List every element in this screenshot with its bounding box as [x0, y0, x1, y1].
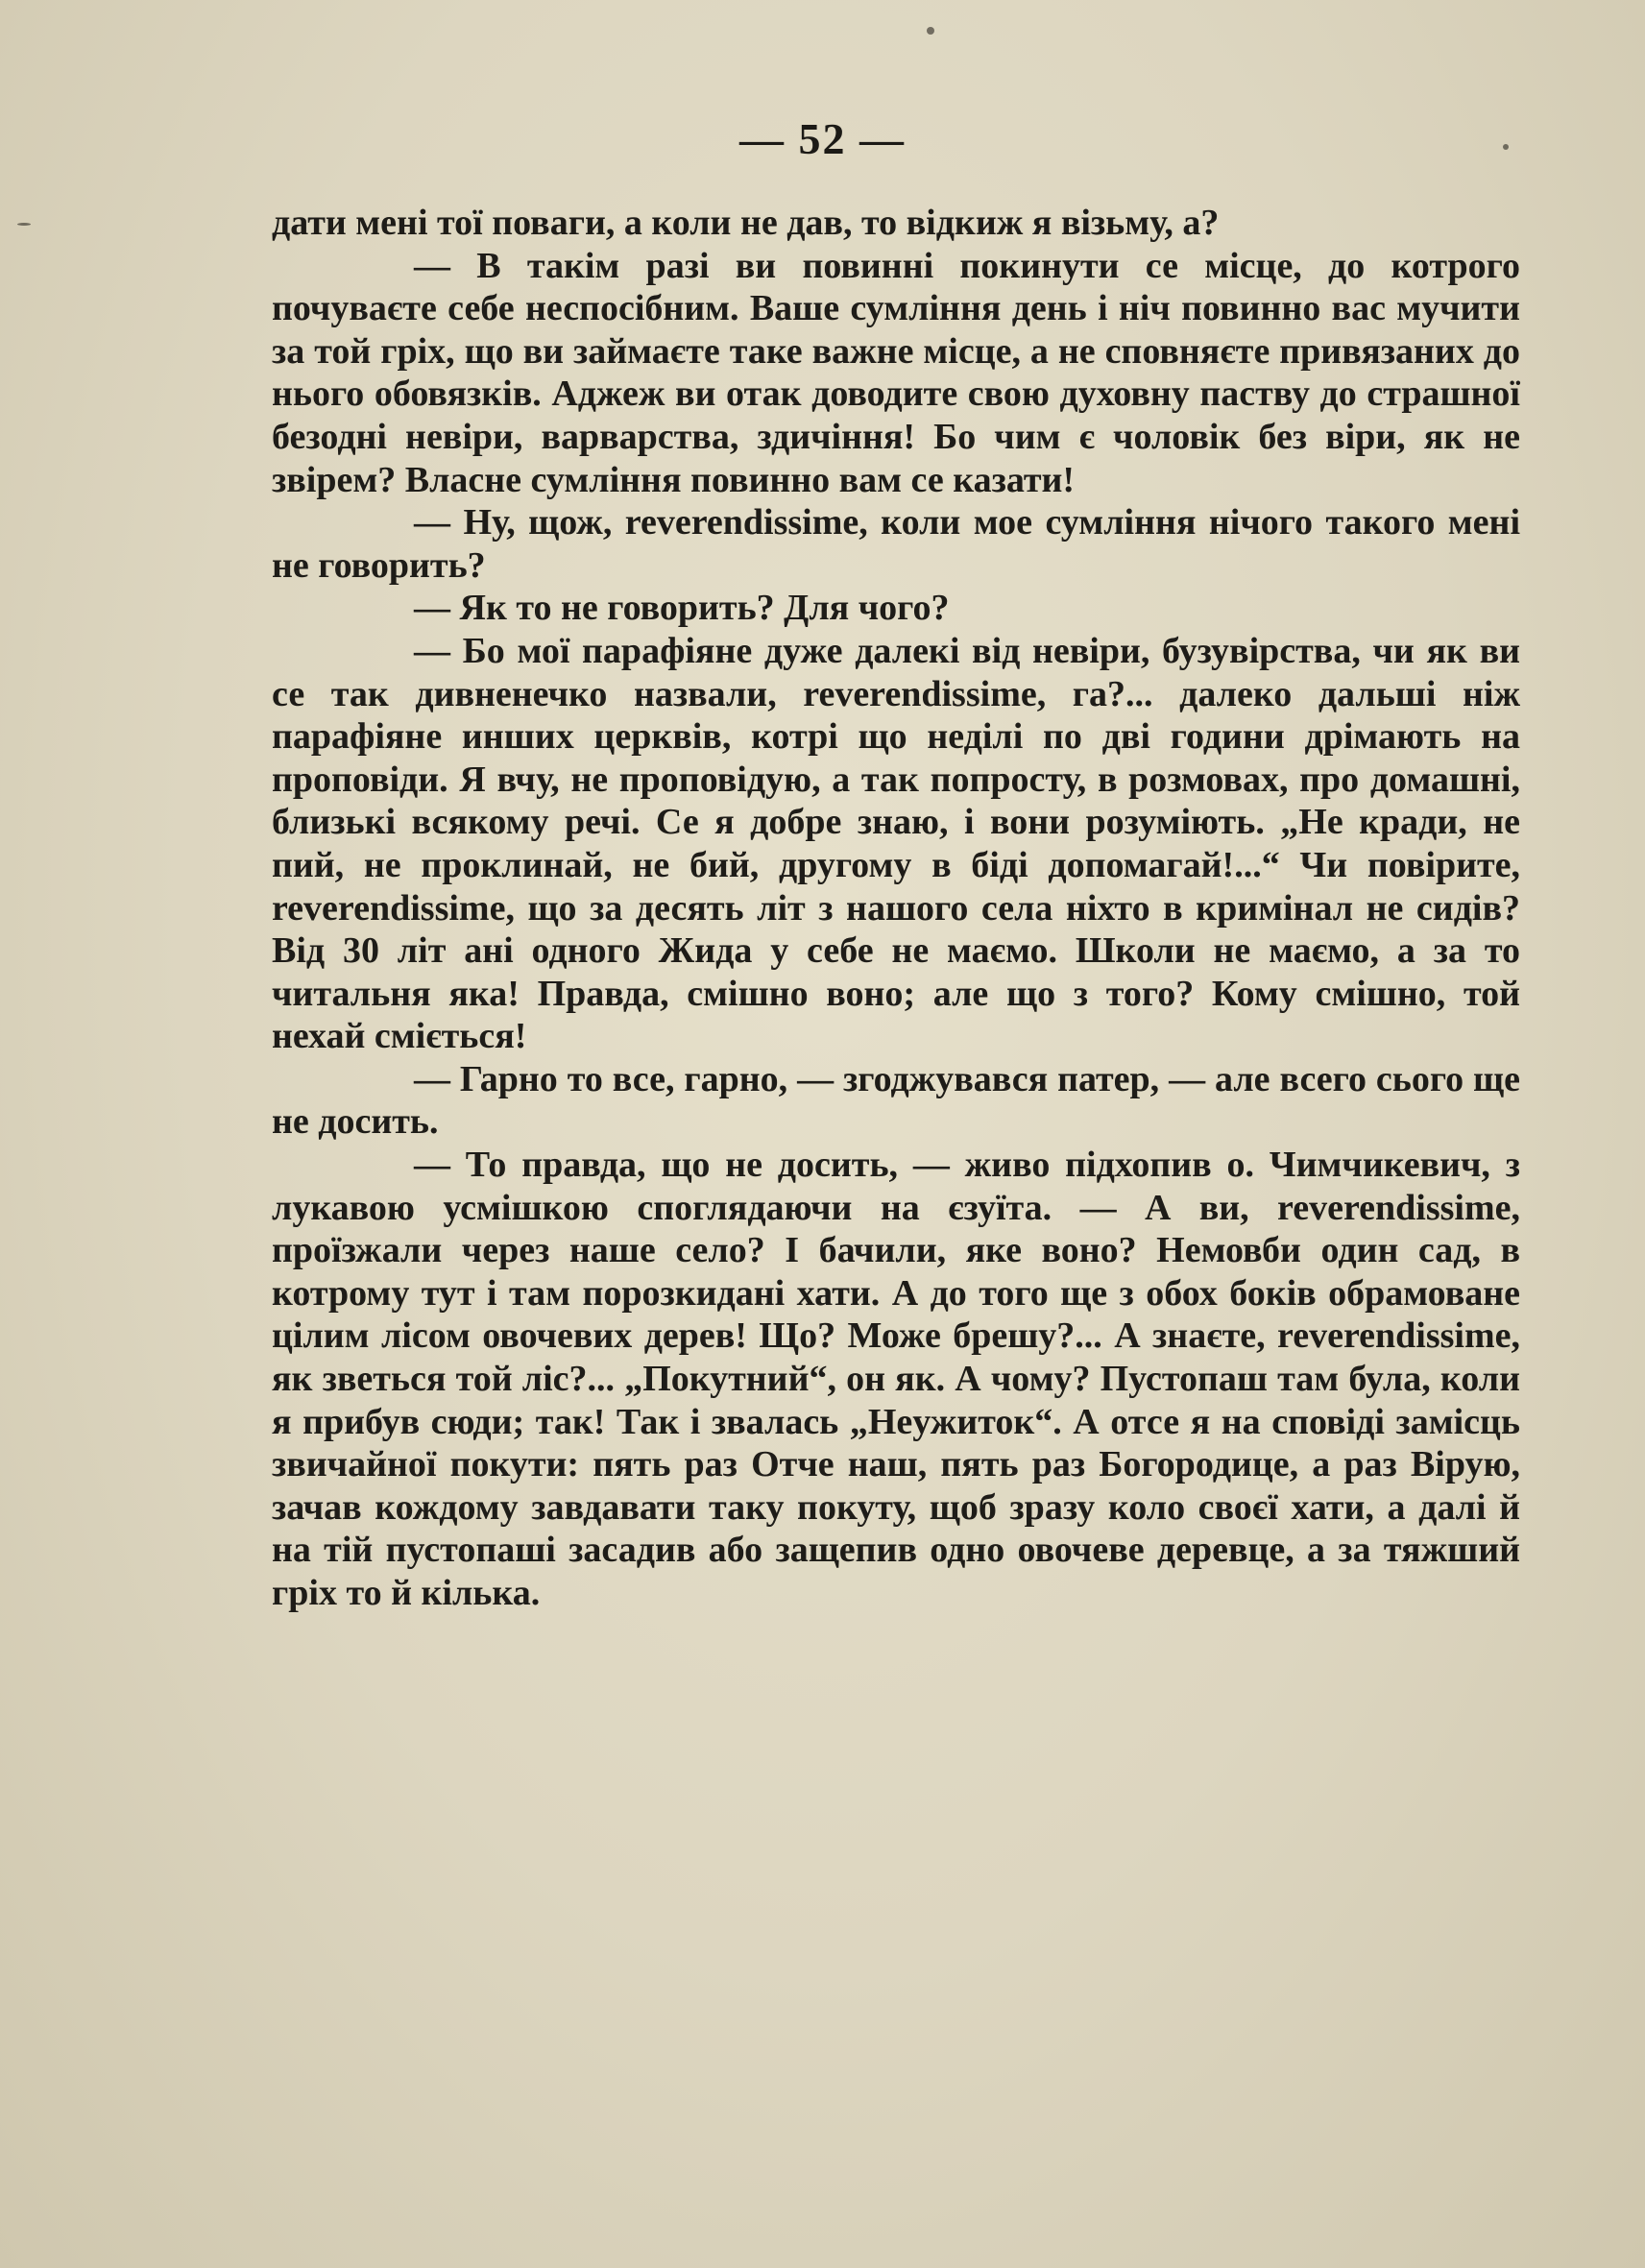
page-body: [272, 202, 1520, 1615]
ink-speck: [927, 27, 934, 35]
ink-speck: [17, 223, 31, 226]
page-number: — 52 —: [739, 114, 906, 163]
paragraph: — Як то не говорить? Для чого?: [414, 588, 950, 629]
paragraph: — Гарно то все, гарно, — згоджувався патер, — але всего сього ще не досить.: [272, 1058, 1520, 1143]
paragraph: — То правда, що не досить, — живо підхопив о. Чимчикевич, з лукавою усмішкою споглядаючи на єзуїта. — А ви, reverendissime, проїзжали через наше село? І бачили, яке воно? Немовби один сад, в котрому тут і там порозкидані хати. А до того ще з обох боків обрамоване цілим лісом овочевих дерев! Що? Може брешу?... А знаєте, reverendissime, як зветься той ліс?... „Покутний“, он як. А чому? Пустопаш там була, коли я прибув сюди; так! Так і звалась „Нeужиток“. А отсе я на сповіді замісць звичайної покути: пять раз Отче наш, пять раз Богородице, а раз Вірую, зачав кождому завдавати таку покуту, щоб зразу коло своєї хати, а далі й на тій пустопаші засадив або защепив одно овочеве деревце, а за тяжший гріх то й кілька.: [272, 1145, 1520, 1613]
paragraph: дати мені тої поваги, а коли не дав, то відкиж я візьму, а?: [272, 203, 1220, 243]
paragraph: — Ну, щож, reverendissime, коли мое сумління нічого такого мені не говорить?: [272, 502, 1520, 586]
paragraph: — В такім разі ви повинні покинути се місце, до котрого почуваєте себе неспосібним. Ваше сумління день і ніч повинно вас мучити за той гріх, що ви займаєте таке важне місце, а не сповняєте привязаних до нього обовязків. Аджеж ви отак доводите свою духовну паству до страшної безодні невіри, варварства, здичіння! Бо чим є чоловік без віри, як не звірем? Власне сумління повинно вам се казати!: [272, 245, 1520, 500]
paragraph: — Бо мої парафіяне дуже далекі від невіри, бузувірства, чи як ви се так дивненечко назвали, reverendissime, га?... далеко дальші ніж парафіяне инших церквів, котрі що неділі по дві години дрімають на проповіди. Я вчу, не проповідую, а так попросту, в розмовах, про домашні, близькі всякому речі. Се я добре знаю, і вони розуміють. „Не кради, не пий, не проклинай, не бий, другому в біді допомагай!...“ Чи повірите, reverendissime, що за десять літ з нашого села ніхто в кримінал не сидів? Від 30 літ ані одного Жида у себе не маємо. Школи не маємо, а за то читальня яка! Правда, смішно воно; але що з того? Кому смішно, той нехай сміється!: [272, 630, 1520, 1057]
